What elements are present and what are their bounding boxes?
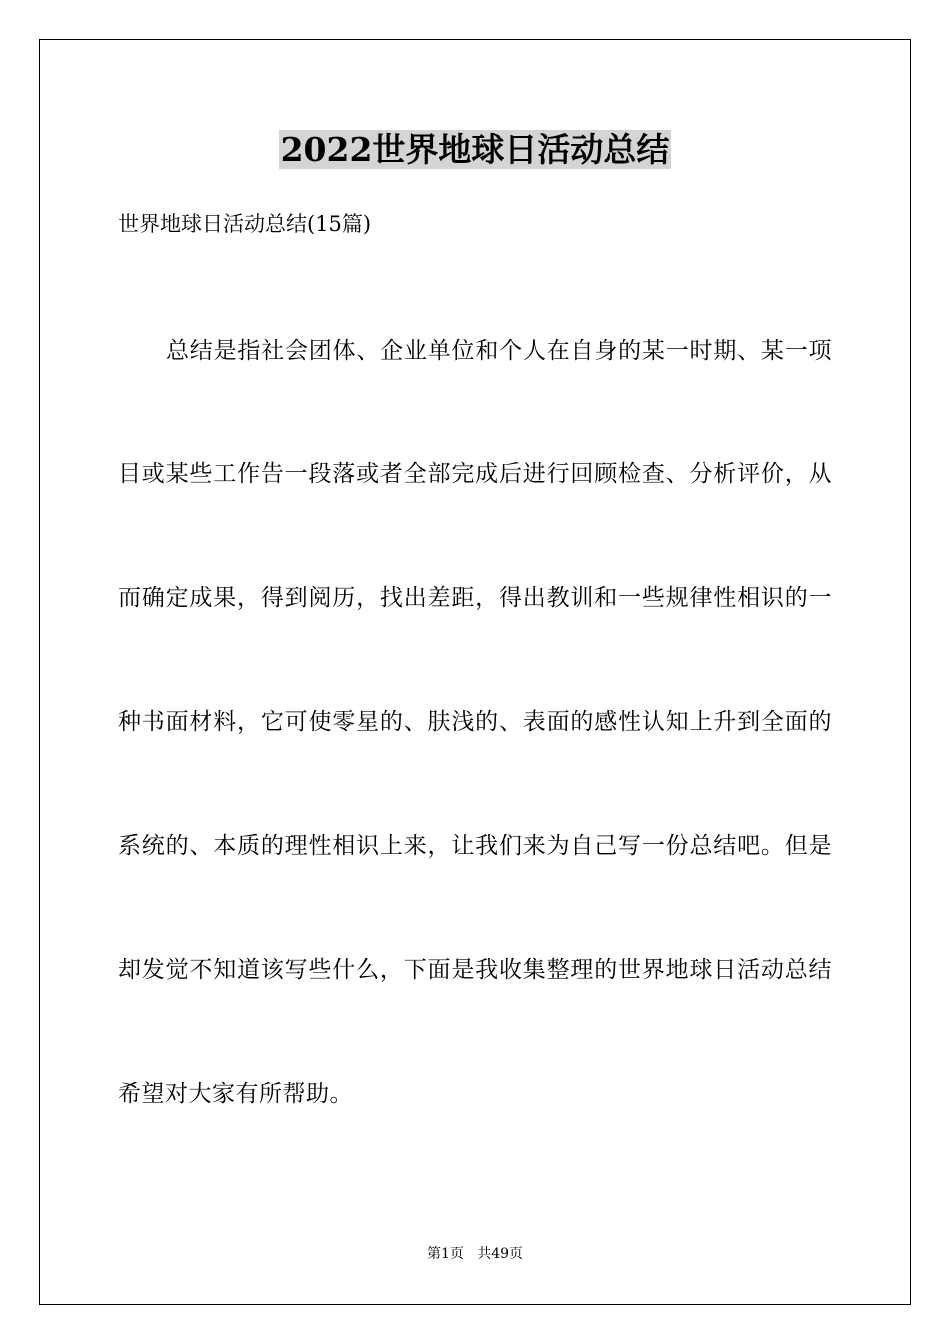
paragraph-line: 总结是指社会团体、企业单位和个人在自身的某一时期、某一项 (166, 338, 832, 364)
paragraph-line: 希望对大家有所帮助。 (118, 1081, 353, 1107)
document-title (0, 127, 950, 173)
paragraph-line: 系统的、本质的理性相识上来，让我们来为自己写一份总结吧。但是 (118, 833, 832, 859)
document-subtitle: 世界地球日活动总结(15篇) (118, 212, 372, 236)
paragraph-line: 而确定成果，得到阅历，找出差距，得出教训和一些规律性相识的一 (118, 585, 832, 611)
paragraph-line: 目或某些工作告一段落或者全部完成后进行回顾检查、分析评价，从 (118, 461, 832, 487)
paragraph-line: 种书面材料，它可使零星的、肤浅的、表面的感性认知上升到全面的 (118, 709, 832, 735)
document-title-text: 2022世界地球日活动总结 (280, 130, 670, 169)
paragraph-line: 却发觉不知道该写些什么，下面是我收集整理的世界地球日活动总结 (118, 957, 832, 983)
page-footer: 第1页 共49页 (426, 1246, 524, 1262)
